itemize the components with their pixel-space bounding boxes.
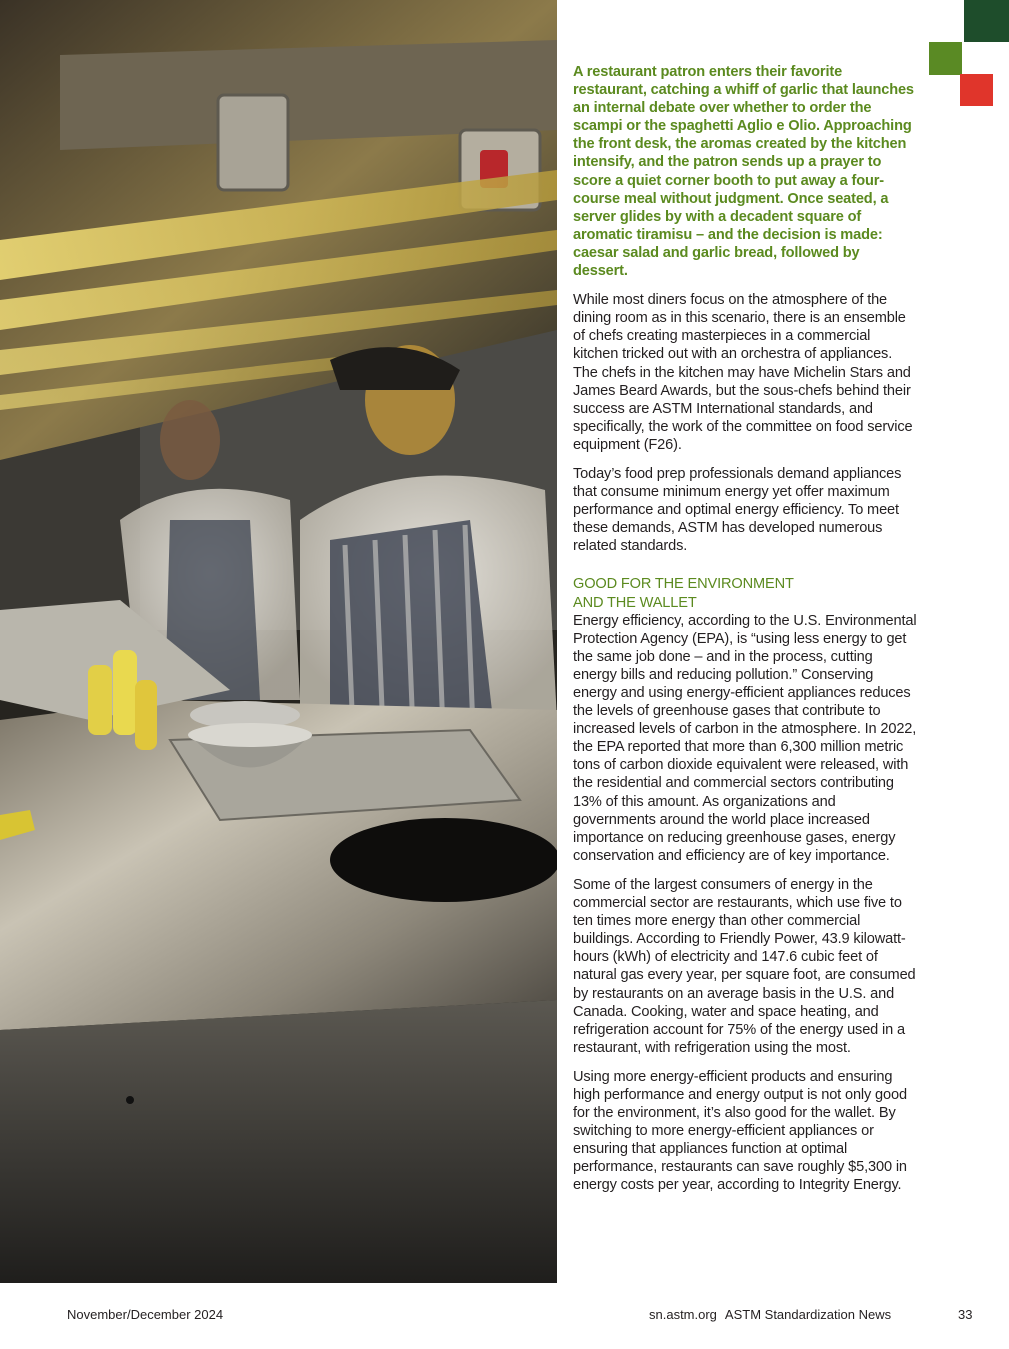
page-footer xyxy=(0,1283,1009,1349)
section-heading-line: AND THE WALLET xyxy=(573,594,697,611)
article-lede: A restaurant patron enters their favorite restaurant, catching a whiff of garlic that launches an internal debate over whether to order the scampi or the spaghetti Aglio e Olio. Approaching the front desk, the aromas created by the kitchen intensify, and the patron sends up a prayer to score a quiet corner booth to put away a four-course meal without judgment. Once seated, a server glides by with a decadent square of aromatic tiramisu – and the decision is made: caesar salad and garlic bread, followed by dessert. xyxy=(573,64,914,280)
article-paragraph: Today’s food prep professionals demand appliances that consume minimum energy yet offer maximum performance and optimal energy efficiency. To meet these demands, ASTM has developed numerous related standards. xyxy=(573,465,902,555)
article-column xyxy=(573,63,918,1206)
article-paragraph: Energy efficiency, according to the U.S. Environmental Protection Agency (EPA), is “using less energy to get the same job done – and in the process, cutting energy bills and reducing pollution.” Conserving energy and using energy-efficient appliances reduces the levels of greenhouse gases that contribute to increased levels of carbon in the atmosphere. In 2022, the EPA reported that more than 6,300 million metric tons of carbon dioxide equivalent were released, with the residential and commercial sectors contributing 13% of this amount. As organizations and governments around the world place increased importance on reducing greenhouse gases, energy conservation and efficiency are of key importance. xyxy=(573,612,917,864)
footer-page-number: 33 xyxy=(958,1307,973,1322)
article-paragraph: Some of the largest consumers of energy in the commercial sector are restaurants, which use five to ten times more energy than other commercial buildings. According to Friendly Power, 43.9 kilowatt-hours (kWh) of electricity and 147.6 cubic feet of natural gas every year, per square foot, are consumed by restaurants on an average basis in the U.S. and Canada. Cooking, water and space heating, and refrigeration account for 75% of the energy used in a restaurant, with refrigeration using the most. xyxy=(573,876,916,1056)
article-paragraph: While most diners focus on the atmosphere of the dining room as in this scenario, there is an ensemble of chefs creating masterpieces in a commercial kitchen tricked out with an orchestra of appliances. The chefs in the kitchen may have Michelin Stars and James Beard Awards, but the sous-chefs behind their success are ASTM International standards, and specifically, the work of the committee on food service equipment (F26). xyxy=(573,292,913,453)
footer-publication-info xyxy=(649,1307,891,1322)
decorative-square-dark-green xyxy=(964,0,1009,42)
decorative-square-green xyxy=(929,42,962,75)
section-heading-line: GOOD FOR THE ENVIRONMENT xyxy=(573,576,794,593)
footer-publication-name: ASTM Standardization News xyxy=(724,1307,892,1322)
decorative-square-red xyxy=(960,74,993,106)
article-paragraph: Using more energy-efficient products and ensuring high performance and energy output is not only good for the environment, it’s also good for the wallet. By switching to more energy-efficient appliances or ensuring that appliances function at optimal performance, restaurants can save roughly $5,300 in energy costs per year, according to Integrity Energy. xyxy=(573,1068,907,1194)
footer-issue-date: November/December 2024 xyxy=(67,1307,224,1322)
section-heading xyxy=(573,575,918,611)
footer-website: sn.astm.org xyxy=(649,1307,717,1322)
